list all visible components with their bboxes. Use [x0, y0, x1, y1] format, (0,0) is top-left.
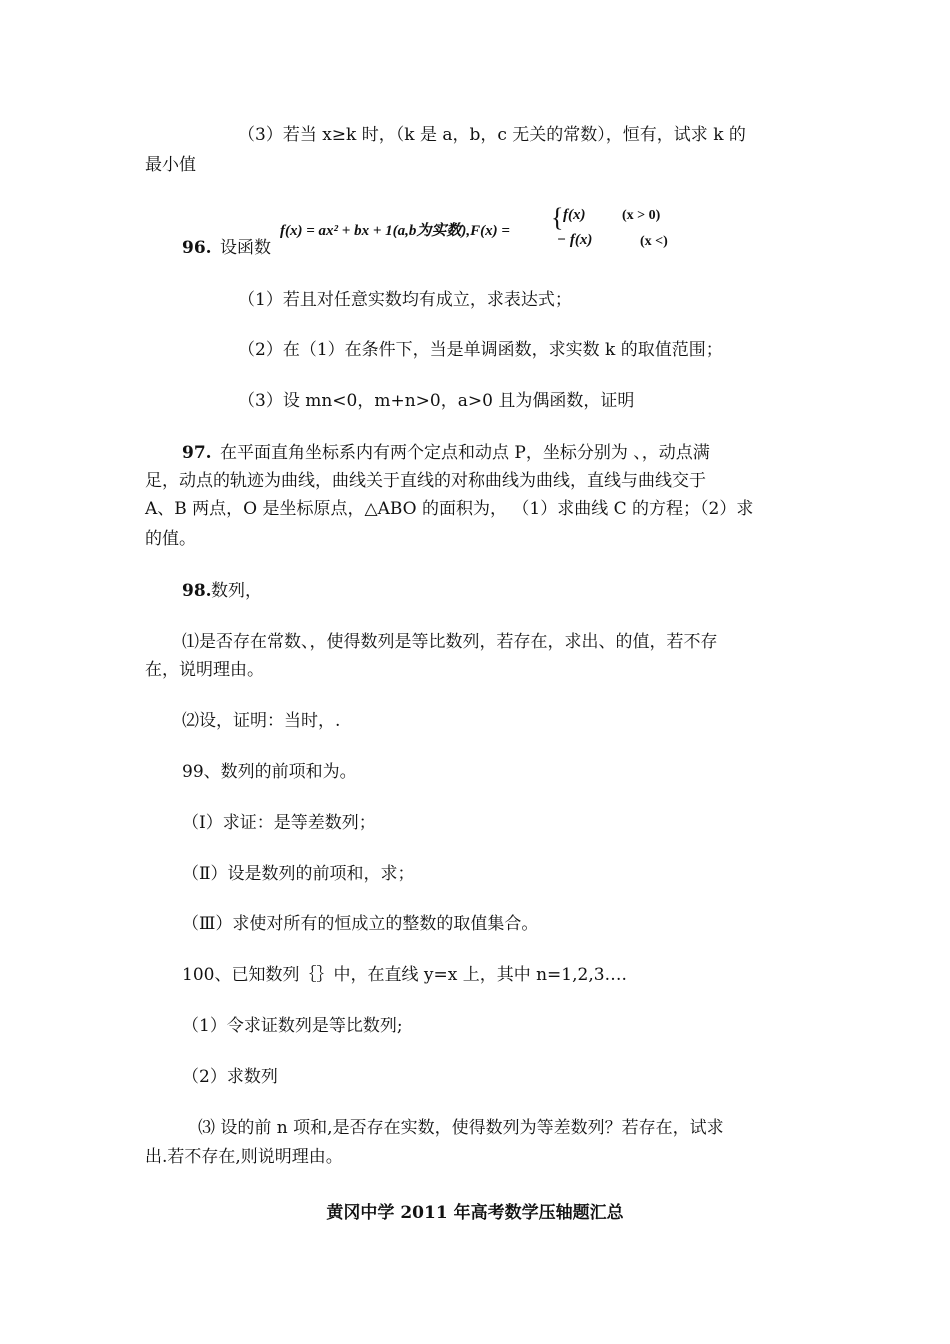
q99-part2: （Ⅱ）设是数列的前项和，求；: [182, 864, 415, 884]
q95-part3-line1: （3）若当 x≥k 时，（k 是 a，b，c 无关的常数），恒有，试求 k 的: [238, 125, 746, 145]
formula-fx: f(x) = ax² + bx + 1(a,b为实数),F(x) =: [280, 223, 510, 239]
section-title: 黄冈中学 2011 年高考数学压轴题汇总: [326, 1203, 624, 1223]
q96-part2: （2）在（1）在条件下，当是单调函数，求实数 k 的取值范围；: [238, 340, 723, 360]
q100-part3-line2: 出.若不存在,则说明理由。: [145, 1147, 343, 1167]
q97-line3: A、B 两点，O 是坐标原点，△ABO 的面积为， （1）求曲线 C 的方程；（2）求: [145, 499, 754, 519]
formula-cond2: (x <): [640, 234, 668, 249]
q96-formula: [280, 204, 680, 254]
q100-part3-line1: ⑶ 设的前 n 项和,是否存在实数，使得数列为等差数列？若存在，试求: [198, 1118, 724, 1138]
q97-line1: 在平面直角坐标系内有两个定点和动点 P，坐标分别为 、，动点满: [220, 443, 710, 463]
q96-part1: （1）若且对任意实数均有成立，求表达式；: [238, 290, 572, 310]
q99-part3: （Ⅲ）求使对所有的恒成立的整数的取值集合。: [182, 914, 539, 934]
q100-part1: （1）令求证数列是等比数列;: [182, 1016, 403, 1036]
q98-part1-line1: ⑴是否存在常数、，使得数列是等比数列，若存在，求出、的值，若不存: [182, 632, 718, 652]
q96-stem: 设函数: [220, 238, 271, 258]
q97-number: 97.: [182, 443, 212, 463]
q99-part1: （Ⅰ）求证：是等差数列；: [182, 813, 376, 833]
q99-stem: 99、数列的前项和为。: [182, 762, 357, 782]
q96-number: 96.: [182, 238, 212, 258]
q97-line4: 的值。: [145, 529, 196, 549]
q96-part3: （3）设 mn<0，m+n>0，a>0 且为偶函数，证明: [238, 391, 635, 411]
q98-number: 98.: [182, 581, 212, 601]
formula-cond1: (x > 0): [622, 208, 661, 223]
formula-case2: − f(x): [557, 232, 593, 248]
q98-part1-line2: 在，说明理由。: [145, 660, 264, 680]
svg-text:{: {: [551, 204, 564, 232]
q100-part2: （2）求数列: [182, 1067, 278, 1087]
q98-part2: ⑵设，证明：当时，.: [182, 711, 341, 731]
q97-line2: 足，动点的轨迹为曲线，曲线关于直线的对称曲线为曲线，直线与曲线交于: [145, 471, 706, 491]
q98-stem: 数列，: [211, 581, 262, 601]
q95-part3-line2: 最小值: [145, 155, 196, 175]
q100-stem: 100、已知数列｛｝中，在直线 y=x 上，其中 n=1,2,3….: [182, 965, 627, 985]
formula-case1: f(x): [563, 207, 586, 223]
